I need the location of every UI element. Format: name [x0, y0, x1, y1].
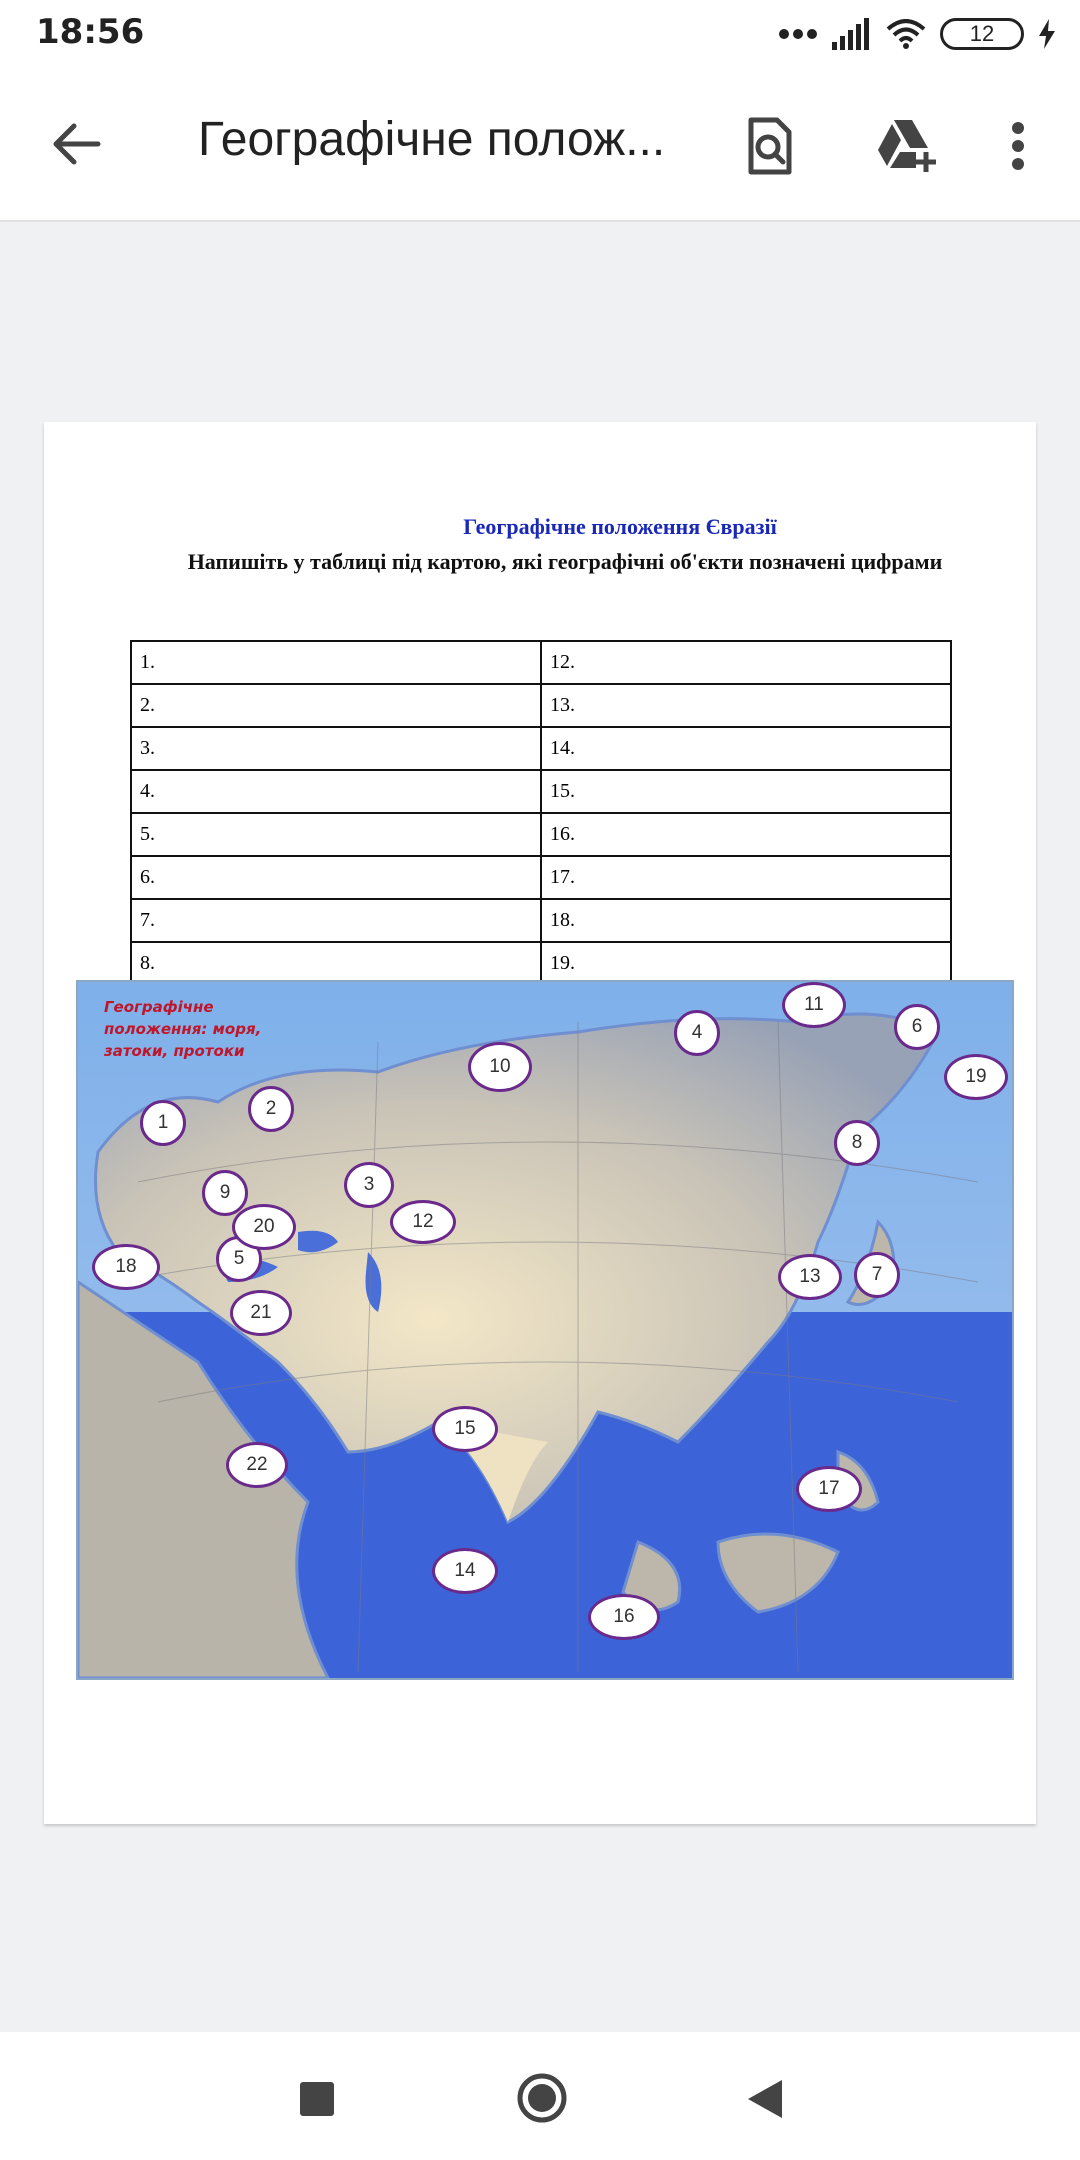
map-image[interactable] [76, 980, 1014, 1680]
answer-cell: 18. [541, 899, 951, 942]
add-to-drive-button[interactable] [868, 110, 948, 182]
document-title: Географічне полож... [198, 113, 666, 166]
preview-icon [745, 116, 795, 176]
more-vert-icon [1011, 121, 1025, 171]
map-marker-label: 19 [944, 1054, 1008, 1100]
wifi-icon [886, 19, 926, 49]
document-page [44, 422, 1036, 1824]
map-marker-label: 5 [216, 1236, 262, 1282]
preview-button[interactable] [734, 110, 806, 182]
map-marker-label: 14 [432, 1548, 498, 1594]
drive-add-icon [876, 118, 940, 174]
table-row [131, 727, 951, 770]
answer-cell: 16. [541, 813, 951, 856]
charging-icon [1038, 19, 1056, 49]
table-row [131, 813, 951, 856]
answer-cell: 6. [131, 856, 541, 899]
status-bar [0, 0, 1080, 68]
answer-cell: 7. [131, 899, 541, 942]
answer-cell: 13. [541, 684, 951, 727]
recents-button[interactable] [290, 2072, 344, 2126]
answer-cell: 2. [131, 684, 541, 727]
map-marker-label: 13 [778, 1254, 842, 1300]
map-marker-label: 3 [344, 1162, 394, 1208]
signal-icon [832, 18, 872, 50]
map-marker-label: 15 [432, 1406, 498, 1452]
table-row [131, 641, 951, 684]
map-marker-label: 12 [390, 1200, 456, 1244]
doc-subtitle: Напишіть у таблиці під картою, які географічні об'єкти позначені цифрами [187, 549, 943, 574]
answer-cell: 1. [131, 641, 541, 684]
answer-cell: 3. [131, 727, 541, 770]
table-row [131, 684, 951, 727]
map-marker-label: 11 [782, 982, 846, 1028]
table-row [131, 856, 951, 899]
answer-cell: 17. [541, 856, 951, 899]
answer-cell: 15. [541, 770, 951, 813]
back-nav-button[interactable] [738, 2072, 792, 2126]
more-dots-icon [778, 28, 818, 40]
map-marker-label: 6 [894, 1004, 940, 1050]
map-marker-label: 17 [796, 1466, 862, 1512]
stop-nav-icon [300, 2082, 334, 2116]
map-marker-label: 18 [92, 1244, 160, 1290]
battery-level: 12 [969, 21, 995, 46]
status-time: 18:56 [36, 12, 145, 52]
map-marker-label: 16 [588, 1594, 660, 1640]
table-row [131, 942, 951, 985]
battery-icon [940, 18, 1024, 50]
back-nav-icon [748, 2080, 782, 2118]
map-marker-label: 2 [248, 1086, 294, 1132]
answer-table [130, 640, 952, 986]
answer-cell: 12. [541, 641, 951, 684]
map-marker-label: 1 [140, 1100, 186, 1146]
table-row [131, 770, 951, 813]
answer-cell: 4. [131, 770, 541, 813]
home-nav-icon [516, 2072, 568, 2124]
answer-cell: 19. [541, 942, 951, 985]
app-bar [0, 68, 1080, 222]
map-marker-label: 20 [232, 1204, 296, 1250]
answer-cell: 14. [541, 727, 951, 770]
status-icons [778, 14, 1056, 54]
answer-cell: 5. [131, 813, 541, 856]
map-marker-label: 4 [674, 1010, 720, 1056]
more-options-button[interactable] [990, 110, 1046, 182]
navigation-bar [0, 2032, 1080, 2160]
home-button[interactable] [510, 2066, 574, 2130]
table-row [131, 899, 951, 942]
map-marker-label: 10 [468, 1042, 532, 1092]
map-marker-label: 9 [202, 1170, 248, 1216]
answer-cell: 8. [131, 942, 541, 985]
map-marker-label: 22 [226, 1442, 288, 1488]
back-button[interactable] [40, 108, 112, 180]
map-marker-label: 8 [834, 1120, 880, 1166]
doc-title: Географічне положення Євразії [463, 514, 777, 539]
map-marker-label: 21 [230, 1290, 292, 1336]
eurasia-map [78, 982, 1012, 1678]
map-marker-label: 7 [854, 1252, 900, 1298]
map-legend: Географічне положення: моря, затоки, протоки [104, 998, 262, 1060]
back-arrow-icon [50, 122, 102, 166]
